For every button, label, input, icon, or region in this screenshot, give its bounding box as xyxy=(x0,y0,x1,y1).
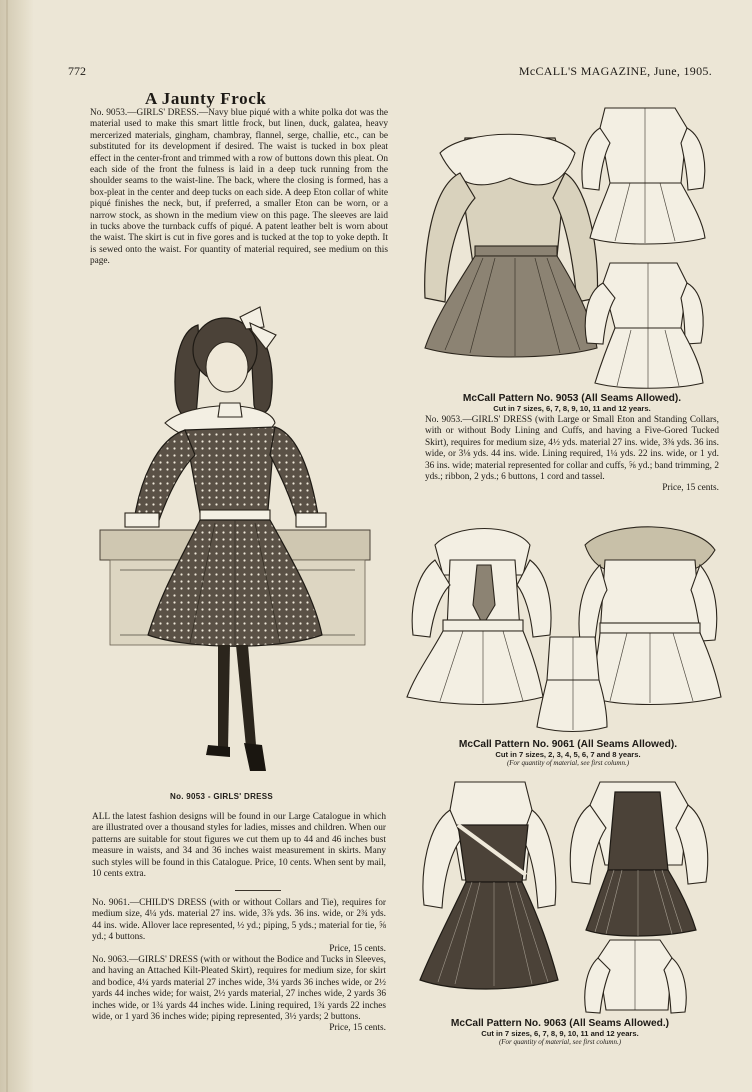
pattern-9063-note: (For quantity of material, see first column.) xyxy=(498,1038,622,1046)
pattern-9061-text: No. 9061.—CHILD'S DRESS (with or without Collars and Tie), requires for medium size, 4¼ yds. material 27 ins. wide, 3⅞ yds. 36 ins. wide, or 2¾ yds. 44 ins. wide. Allover lace represented, ½ yd.; piping, 5 yds.; material for tie, ⅝ yd.; 4 buttons. xyxy=(92,898,386,943)
pattern-9053-illustration xyxy=(405,98,725,393)
pattern-9063-caption xyxy=(395,1018,725,1046)
page-number: 772 xyxy=(68,64,86,78)
magazine-header: McCALL'S MAGAZINE, June, 1905. xyxy=(518,64,712,78)
pattern-9063-sizes: Cut in 7 sizes, 6, 7, 8, 9, 10, 11 and 12 years. xyxy=(481,1029,639,1038)
pattern-9053-sizes: Cut in 7 sizes, 6, 7, 8, 9, 10, 11 and 12 years. xyxy=(493,404,651,413)
pattern-9053-description xyxy=(425,415,719,495)
pattern-9053-title: McCall Pattern No. 9053 (All Seams Allowed). xyxy=(462,393,682,404)
pattern-9063-illustration xyxy=(410,770,710,1015)
pattern-9063-description xyxy=(92,955,386,1035)
pattern-9061-price: Price, 15 cents. xyxy=(329,943,386,954)
binding-edge xyxy=(6,0,8,1092)
catalogue-paragraph: ALL the latest fashion designs will be found in our Large Catalogue in which are illustrated over a thousand styles for ladies, misses and children. When our patterns are suitable for stout figures we cut them up to 44 and 46 inches bust measure in waists, and 34 and 36 inches waist measurement in skirts. Many such styles will be found in this Catalogue. Price, 10 cents. When sent by mail, 10 cents extra. xyxy=(92,812,386,880)
girl-dress-illustration xyxy=(80,305,380,790)
pattern-9053-price: Price, 15 cents. xyxy=(662,483,719,494)
divider xyxy=(235,890,281,891)
pattern-9053-caption xyxy=(407,393,737,413)
pattern-9061-caption xyxy=(403,739,733,767)
pattern-9063-title: McCall Pattern No. 9063 (All Seams Allowed.) xyxy=(450,1018,670,1029)
pattern-9053-text: No. 9053.—GIRLS' DRESS (with Large or Small Eton and Standing Collars, with or without Body Lining and Cuffs, and having a Five-Gored Tucked Skirt), requires for medium size, 4½ yds. material 27 ins. wide, 3⅜ yds. 36 ins. wide, or 3⅛ yds. 44 ins. wide. Lining required, 1¼ yds. 22 ins. wide, or 1 yd. 36 ins. wide; material represented for collar and cuffs, ⅝ yd.; band trimming, 2 yds.; ribbon, 2 yds.; 6 buttons, 1 cord and tassel. xyxy=(425,415,719,483)
article-intro: No. 9053.—GIRLS' DRESS.—Navy blue piqué with a white polka dot was the material used to make this smart little frock, but linen, duck, galatea, heavy mercerized materials, gingham, chambray, flannel, serge, challie, etc., can be substituted for its development if desired. The waist is tucked in box pleat effect in the center-front and trimmed with a row of buttons down this pleat. On each side of the front the fulness is laid in a deep tuck running from the shoulder seams to the waist-line. The back, where the closing is formed, has a box-pleat in the center and deep tucks on each side. A deep Eton collar of white piqué finishes the neck, but, if preferred, a smaller Eton can be worn, or a narrow stock, as shown in the medium view on this page. The sleeves are laid in tucks above the turnback cuffs of piqué. A patent leather belt is worn about the waist. The skirt is cut in five gores and is tucked at the top to yoke depth. It is sewed onto the waist. For quantity of material required, see medium on this page. xyxy=(90,108,388,267)
figure-caption: No. 9053 - GIRLS' DRESS xyxy=(170,792,274,801)
pattern-9061-description xyxy=(92,898,386,955)
pattern-9063-price: Price, 15 cents. xyxy=(329,1023,386,1034)
article-title: A Jaunty Frock xyxy=(145,89,267,108)
pattern-9061-illustration xyxy=(395,505,725,737)
pattern-9061-sizes: Cut in 7 sizes, 2, 3, 4, 5, 6, 7 and 8 years. xyxy=(495,750,641,759)
pattern-9061-note: (For quantity of material, see first column.) xyxy=(506,759,630,767)
pattern-9061-title: McCall Pattern No. 9061 (All Seams Allowed). xyxy=(458,739,678,750)
pattern-9063-text: No. 9063.—GIRLS' DRESS (with or without the Bodice and Tucks in Sleeves, and having an Attached Kilt-Pleated Skirt), requires for medium size, for skirt and bodice, 4¼ yards material 27 inches wide, 3¼ yards 36 inches wide, or 2½ yards 44 inches wide; for waist, 2½ yards material, 27 inches wide, 2 yards 36 inches wide, or 1¾ yards 44 inches wide. Lining required, 1¾ yards 22 inches wide, or 1 yard 36 inches wide; piping represented, 3½ yards; 2 buttons. xyxy=(92,955,387,1023)
